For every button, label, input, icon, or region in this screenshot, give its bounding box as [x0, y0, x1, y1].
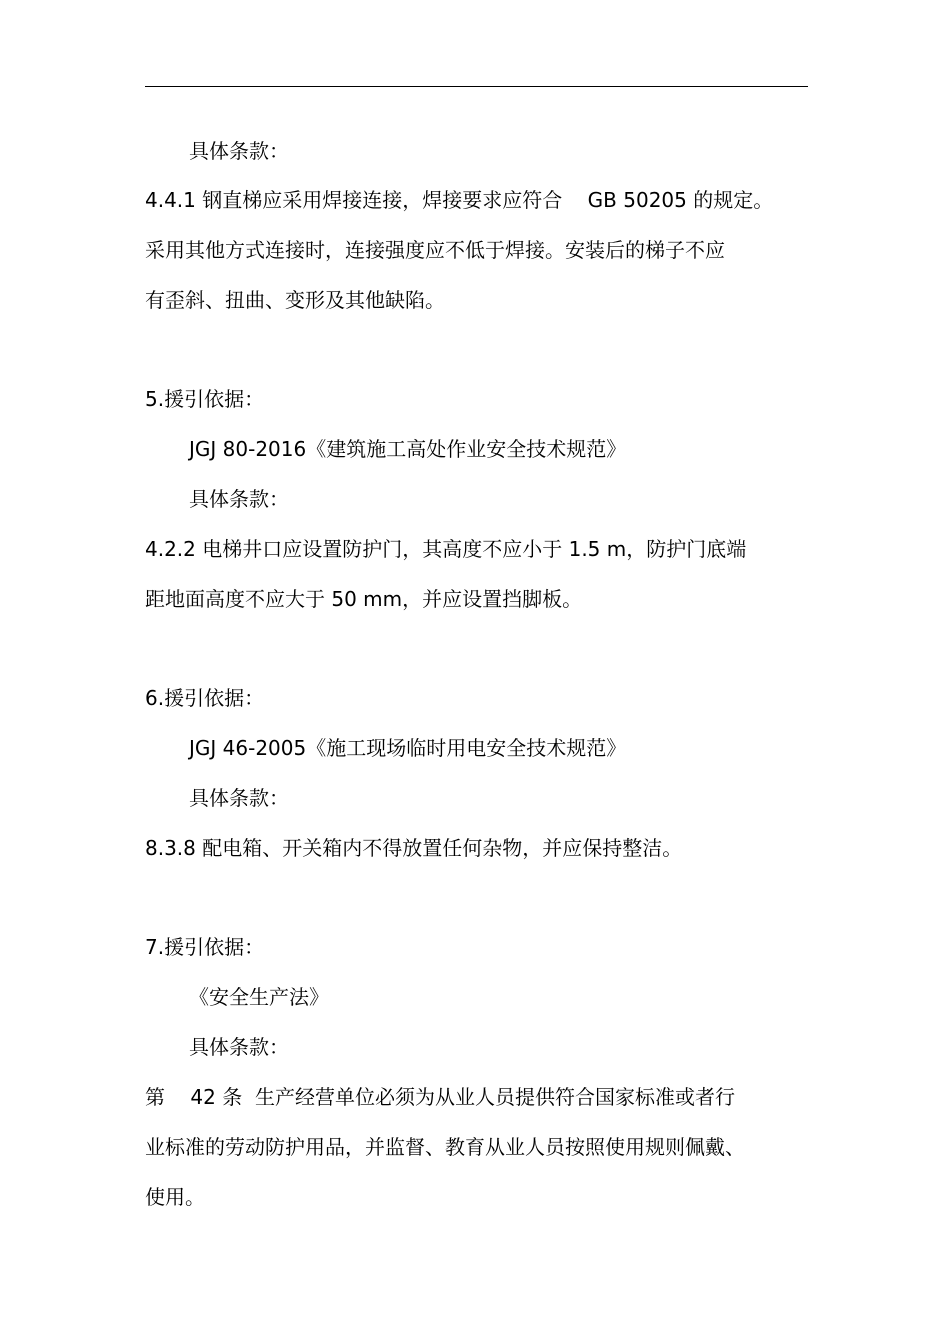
clause-text-line: 距地面高度不应大于 50 mm，并应设置挡脚板。: [145, 587, 583, 611]
clause-text-line: 采用其他方式连接时，连接强度应不低于焊接。安装后的梯子不应: [145, 238, 725, 262]
clause-text-line: 第 42 条 生产经营单位必须为从业人员提供符合国家标准或者行: [145, 1085, 735, 1109]
clause-text-line: 4.4.1 钢直梯应采用焊接连接，焊接要求应符合 GB 50205 的规定。: [145, 188, 774, 212]
standard-reference: JGJ 46-2005《施工现场临时用电安全技术规范》: [189, 736, 627, 760]
basis-heading: 6.援引依据：: [145, 686, 265, 710]
standard-reference: 《安全生产法》: [189, 985, 329, 1009]
clause-text-line: 有歪斜、扭曲、变形及其他缺陷。: [145, 288, 445, 312]
basis-heading: 7.援引依据：: [145, 935, 265, 959]
clause-heading: 具体条款：: [189, 139, 289, 163]
clause-heading: 具体条款：: [189, 786, 289, 810]
clause-text-line: 8.3.8 配电箱、开关箱内不得放置任何杂物，并应保持整洁。: [145, 836, 683, 860]
clause-heading: 具体条款：: [189, 487, 289, 511]
clause-text-line: 业标准的劳动防护用品，并监督、教育从业人员按照使用规则佩戴、: [145, 1135, 745, 1159]
standard-reference: JGJ 80-2016《建筑施工高处作业安全技术规范》: [189, 437, 627, 461]
clause-text-line: 4.2.2 电梯井口应设置防护门，其高度不应小于 1.5 m，防护门底端: [145, 537, 747, 561]
clause-heading: 具体条款：: [189, 1035, 289, 1059]
clause-text-line: 使用。: [145, 1185, 205, 1209]
header-rule: [145, 86, 808, 87]
basis-heading: 5.援引依据：: [145, 387, 265, 411]
